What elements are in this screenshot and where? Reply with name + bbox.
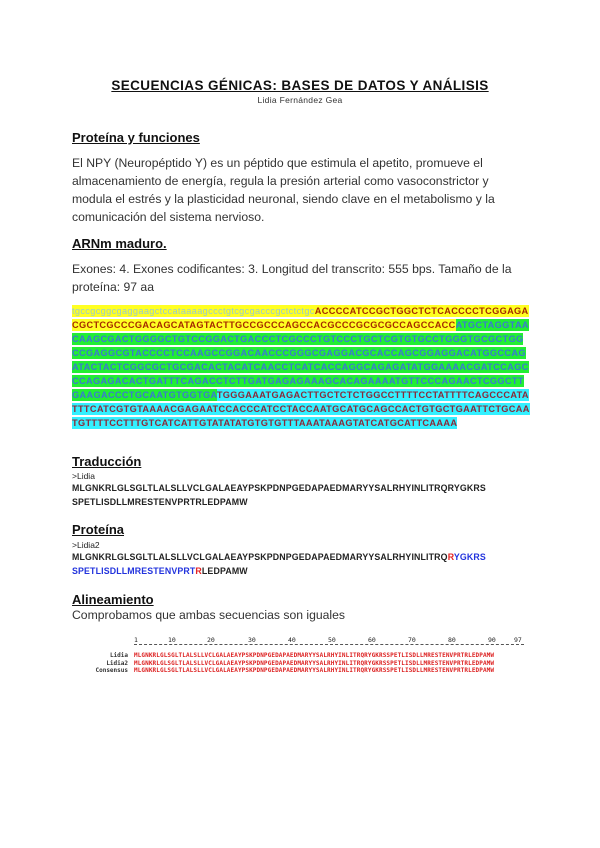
alignment-row-seq: MLGNKRLGLSGLTLALSLLVCLGALAEAYPSKPDNPGEDAPAEDMARYYSALRHYINLITRQRYGKRSSPETLISDLLMRESTENVPRTRLEDPAMW xyxy=(134,652,495,659)
heading-protein: Proteína xyxy=(72,522,125,537)
ruler-tick: 70 xyxy=(408,636,416,644)
alignment-text: Comprobamos que ambas secuencias son iguales xyxy=(72,608,346,622)
protein-function-text: El NPY (Neuropéptido Y) es un péptido que estimula el apetito, promueve el almacenamiento de energía, regula la presión arterial como vasoconstrictor y modula el estrés y la plasticidad neuronal, siendo clave en el metabolismo y la comunicación del sistema nervioso. xyxy=(72,156,495,224)
alignment-row-seq: MLGNKRLGLSGLTLALSLLVCLGALAEAYPSKPDNPGEDAPAEDMARYYSALRHYINLITRQRYGKRSSPETLISDLLMRESTENVPRTRLEDPAMW xyxy=(134,659,495,667)
protein-seq-diff-blue: SPETLISDLLMRESTENVPRT xyxy=(72,565,196,576)
alignment-row xyxy=(72,660,532,668)
alignment-ruler xyxy=(72,636,532,652)
translation-fasta-header: >Lidia xyxy=(72,471,95,481)
ruler-tick: 80 xyxy=(448,636,456,644)
heading-protein-function: Proteína y funciones xyxy=(72,130,200,145)
ruler-tick: 10 xyxy=(168,636,176,644)
alignment-row-label: Consensus xyxy=(95,667,128,674)
ruler-tick: 40 xyxy=(288,636,296,644)
heading-mrna: ARNm maduro. xyxy=(72,236,167,251)
utr5-region: tgccgcggcgaggaagctccataaaagccctgtcgcgacccgctctctgc xyxy=(72,306,315,316)
utr3-region: TGGGAAATGAGACTTGCTCTCTGGCCTTTTCCTATTTTCAGCCCATATTTCATCGTGTAAAACGAGAATCCACCCATCCTACCAATGCATGCAGCCACTGTGCTGAATTCTGCAATGTTTTCCTTTGTCATCATTGTATATATGTGTGTTTAAATAAAGTATCATGCATTCAAAA xyxy=(72,390,530,428)
ruler-tick: 97 xyxy=(514,636,522,644)
protein-seq-diff-red: R xyxy=(447,552,454,562)
alignment-row-seq: MLGNKRLGLSGLTLALSLLVCLGALAEAYPSKPDNPGEDAPAEDMARYYSALRHYINLITRQRYGKRSSPETLISDLLMRESTENVPRTRLEDPAMW xyxy=(134,667,495,674)
document-author: Lidia Fernández Gea xyxy=(257,95,343,105)
ruler-tick: 60 xyxy=(368,636,376,644)
translation-sequence xyxy=(72,482,532,509)
translation-line-1: MLGNKRLGLSGLTLALSLLVCLGALAEAYPSKPDNPGEDAPAEDMARYYSALRHYINLITRQRYGKRS xyxy=(72,483,486,493)
alignment-row xyxy=(72,652,532,660)
alignment-view xyxy=(72,636,532,675)
protein-seq-segment: MLGNKRLGLSGLTLALSLLVCLGALAEAYPSKPDNPGEDAPAEDMARYYSALRHYINLITRQ xyxy=(72,552,448,562)
heading-alignment: Alineamiento xyxy=(72,592,154,607)
translation-line-2: SPETLISDLLMRESTENVPRTRLEDPAMW xyxy=(72,496,248,507)
document-title: SECUENCIAS GÉNICAS: BASES DE DATOS Y ANÁLISIS xyxy=(111,78,489,93)
coding-region: ATGCTAGGTAACAAGCGACTGGGGCTGTCCGGACTGACCCTCGCCCTGTCCCTGCTCGTGTGCCTGGGTGCGCTGGCCGAGGCGTACCCCTCCAAGCCGGACAACCCGGGCGAGGACGCACCAGCGGAGGACATGGCCAGATACTACTCGGCGCTGCGACACTACATCAACCTCATCACCAGGCAGAGATATGGAAAACGATCCAGCCCAGAGACACTGATTTCAGACCTCTTGATGAGAGAAAGCACAGAAAATGTTCCCAGAACTCGGCTTGAAGACCCTGCAATGTGGTGA xyxy=(72,320,529,400)
ruler-line xyxy=(134,644,524,645)
ruler-tick: 1 xyxy=(134,636,138,644)
alignment-row-label: Lidia xyxy=(109,652,128,659)
protein-seq-diff-red: R xyxy=(195,565,202,576)
mrna-summary-text: Exones: 4. Exones codificantes: 3. Longitud del transcrito: 555 bps. Tamaño de la proteína: 97 aa xyxy=(72,262,512,294)
protein-seq-segment: LEDPAMW xyxy=(201,565,248,576)
heading-translation: Traducción xyxy=(72,454,142,469)
ruler-tick: 20 xyxy=(207,636,215,644)
protein-seq-diff-blue: YGKRS xyxy=(453,552,486,562)
exon1-noncoding-region: ACCCCATCCGCTGGCTCTCACCCCTCGGAGACGCTCGCCCGACAGCATAGTACTTGCCGCCCAGCCACGCCCGCGCGCCAGCCACC xyxy=(72,306,529,330)
protein-sequence xyxy=(72,551,532,578)
alignment-row xyxy=(72,667,532,675)
protein-fasta-header: >Lidia2 xyxy=(72,540,100,550)
ruler-tick: 50 xyxy=(328,636,336,644)
alignment-row-label: Lidia2 xyxy=(106,659,128,667)
ruler-tick: 30 xyxy=(248,636,256,644)
ruler-tick: 90 xyxy=(488,636,496,644)
mrna-sequence xyxy=(72,304,530,430)
